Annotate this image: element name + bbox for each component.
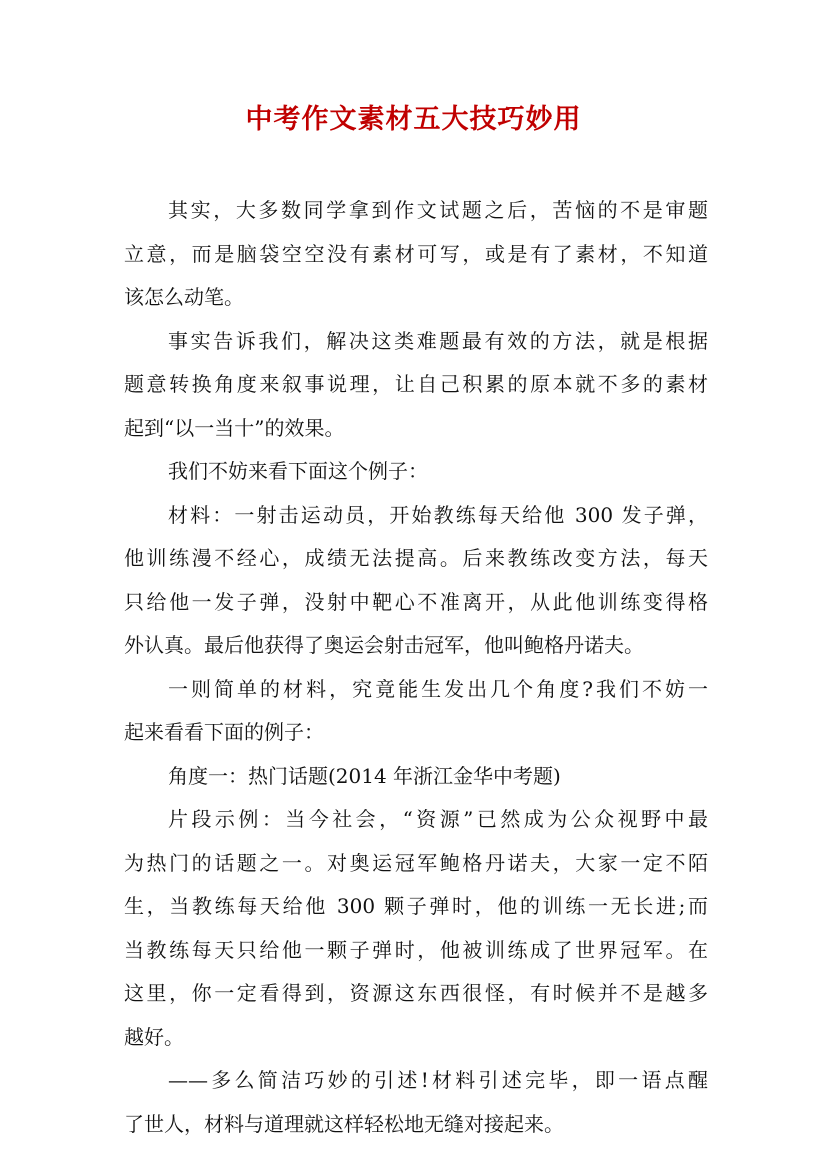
text-line: ——多么简洁巧妙的引述!材料引述完毕，即一语点醒 <box>168 1068 708 1092</box>
text-line: 我们不妨来看下面这个例子： <box>168 459 428 483</box>
text-line: 一则简单的材料，究竟能生发出几个角度?我们不妨一 <box>168 676 708 701</box>
document-title: 中考作文素材五大技巧妙用 <box>245 104 582 135</box>
text-line: 立意，而是脑袋空空没有素材可写，或是有了素材，不知道 <box>124 241 708 266</box>
text-line: 角度一：热门话题(2014 年浙江金华中考题) <box>168 763 561 788</box>
text-line: 这里，你一定看得到，资源这东西很怪，有时候并不是越多 <box>124 981 708 1005</box>
text-line: 外认真。最后他获得了奥运会射击冠军，他叫鲍格丹诺夫。 <box>124 633 644 657</box>
text-line: 只给他一发子弹，没射中靶心不准离开，从此他训练变得格 <box>124 589 708 614</box>
text-line: 为热门的话题之一。对奥运冠军鲍格丹诺夫，大家一定不陌 <box>124 850 708 875</box>
text-line: 该怎么动笔。 <box>124 285 244 309</box>
text-line: 生，当教练每天给他 300 颗子弹时，他的训练一无长进;而 <box>124 894 708 918</box>
text-line: 当教练每天只给他一颗子弹时，他被训练成了世界冠军。在 <box>124 937 708 962</box>
text-line: 题意转换角度来叙事说理，让自己积累的原本就不多的素材 <box>124 372 708 396</box>
text-line: 材料：一射击运动员，开始教练每天给他 300 发子弹， <box>168 502 708 527</box>
text-line: 片段示例：当今社会，“资源”已然成为公众视野中最 <box>168 807 708 831</box>
text-line: 了世人，材料与道理就这样轻松地无缝对接起来。 <box>124 1111 564 1136</box>
text-line: 起到“以一当十”的效果。 <box>124 415 345 440</box>
text-line: 起来看看下面的例子： <box>124 720 324 744</box>
text-line: 越好。 <box>124 1024 184 1049</box>
document-body <box>124 189 708 1146</box>
text-line: 其实，大多数同学拿到作文试题之后，苦恼的不是审题 <box>168 198 708 222</box>
text-line: 事实告诉我们，解决这类难题最有效的方法，就是根据 <box>168 328 708 353</box>
text-line: 他训练漫不经心，成绩无法提高。后来教练改变方法，每天 <box>124 546 708 570</box>
